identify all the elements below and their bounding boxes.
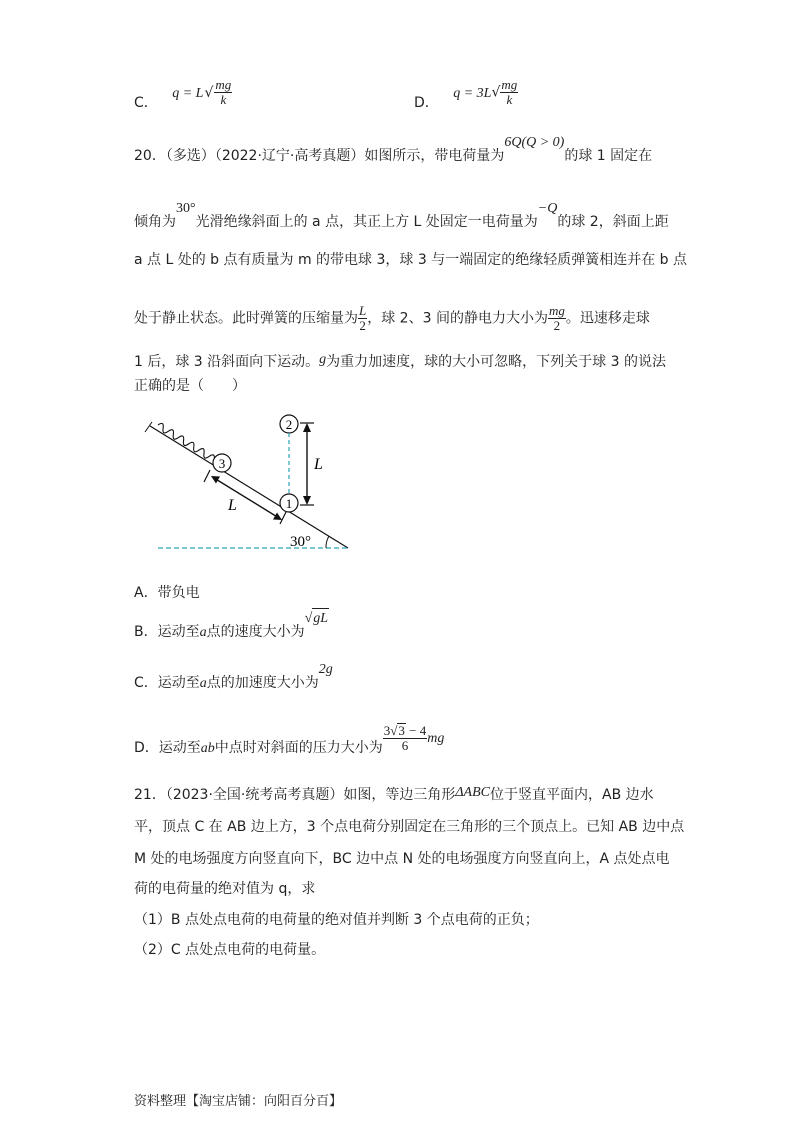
frac-num: mg — [501, 77, 518, 92]
frac-num: mg — [215, 77, 232, 92]
text: 正确的是（ ） — [134, 378, 246, 394]
fraction — [214, 78, 232, 107]
frac-den: 2 — [553, 318, 561, 333]
ball-2-label: 2 — [285, 417, 293, 432]
arrowhead-left-icon — [211, 476, 220, 484]
frac-num: mg — [548, 303, 565, 318]
sqrt-sign: √ — [491, 84, 501, 101]
frac-num: 3√3 − 4 — [383, 723, 427, 738]
text: 点的加速度大小为 — [206, 675, 319, 691]
fraction — [500, 78, 518, 107]
q20-line-5 — [134, 352, 666, 373]
text: （1）B 点处点电荷的电荷量的绝对值并判断 3 个点电荷的正负； — [134, 912, 539, 928]
text: 点的速度大小为 — [206, 624, 305, 640]
text: 1 后，球 3 沿斜面向下运动。 — [134, 354, 320, 370]
frac-den: 6 — [401, 738, 409, 753]
tick — [204, 470, 210, 482]
frac-num: L — [359, 303, 367, 318]
text: M 处的电场强度方向竖直向下，BC 边中点 N 处的电场强度方向竖直向上，A 点处点电 — [134, 851, 670, 867]
q21-line-2 — [134, 817, 684, 837]
q20-line-2 — [134, 201, 669, 233]
text: 为重力加速度，球的大小可忽略，下列关于球 3 的说法 — [326, 354, 666, 370]
text: 处于静止状态。此时弹簧的压缩量为 — [134, 310, 358, 327]
text: 的球 2，斜面上距 — [557, 214, 669, 230]
text: 20．（多选）（2022·辽宁·高考真题）如图所示，带电荷量为 — [134, 148, 505, 164]
q21-line-3 — [134, 849, 670, 869]
math-expr: 30° — [176, 201, 196, 216]
math-expr: 2g — [318, 662, 333, 677]
text: 荷的电荷量的绝对值为 q，求 — [134, 881, 316, 897]
fraction — [548, 304, 566, 333]
q20-line-3 — [134, 250, 687, 270]
sqrt-radicand: gL — [312, 608, 329, 629]
sqrt-expr: √gL — [305, 611, 329, 626]
math-expr: −Q — [537, 201, 558, 216]
sqrt-sign: √ — [204, 84, 214, 101]
option-c-expr: q = L — [172, 85, 204, 101]
text: 中点时对斜面的压力大小为 — [214, 740, 383, 756]
q20-line-1 — [134, 135, 653, 167]
slope-dimension — [214, 478, 279, 518]
text: 倾角为 — [134, 214, 176, 230]
arrowhead-right-icon — [273, 513, 282, 521]
page-footer: 资料整理【淘宝店铺：向阳百分百】 — [134, 1094, 343, 1109]
math-expr: ΔABC — [455, 785, 491, 800]
option-label: C． — [134, 94, 158, 111]
text: D．运动至 — [134, 740, 201, 756]
ball-1-label: 1 — [285, 496, 293, 511]
text: 平，顶点 C 在 AB 边上方，3 个点电荷分别固定在三角形的三个顶点上。已知 AB 边中点 — [134, 819, 685, 835]
incline-surface — [150, 426, 348, 548]
tick — [280, 512, 286, 524]
arrowhead-up-icon — [303, 423, 311, 432]
q20-option-b — [134, 611, 329, 643]
text: 21．（2023·全国·统考高考真题）如图，等边三角形 — [134, 787, 456, 803]
q20-option-c — [134, 662, 333, 694]
num-part: 3 — [383, 723, 391, 738]
q21-line-6 — [134, 940, 325, 960]
angle-arc — [326, 536, 329, 548]
math-var: a — [199, 625, 207, 640]
text: C．运动至 — [134, 675, 200, 691]
option-d-prev — [414, 77, 518, 111]
text: a 点 L 处的 b 点有质量为 m 的带电球 3，球 3 与一端固定的绝缘轻质弹簧相连并在 b 点 — [134, 252, 688, 268]
sqrt-radicand: 3 — [398, 723, 405, 738]
q21-line-5 — [134, 910, 539, 930]
text: ，球 2、3 间的静电力大小为 — [367, 310, 548, 327]
incline-figure — [140, 408, 360, 554]
vertical-length-label: L — [314, 456, 323, 473]
slope-length-label: L — [228, 497, 237, 514]
frac-den: k — [220, 92, 227, 107]
q21-line-1 — [134, 785, 654, 806]
math-expr: g — [319, 352, 327, 367]
frac-den: k — [506, 92, 513, 107]
q21-line-4 — [134, 879, 315, 899]
option-label: D． — [414, 94, 439, 111]
spring — [156, 422, 221, 466]
text: 光滑绝缘斜面上的 a 点，其正上方 L 处固定一电荷量为 — [195, 214, 538, 230]
math-var: a — [199, 676, 207, 691]
math-expr: mg — [427, 731, 445, 746]
q20-line-4 — [134, 304, 650, 333]
text: 位于竖直平面内，AB 边水 — [490, 787, 654, 803]
math-expr: 6Q(Q > 0) — [504, 135, 565, 150]
option-c-prev — [134, 77, 232, 111]
arrowhead-down-icon — [303, 496, 311, 505]
text: （2）C 点处点电荷的电荷量。 — [134, 942, 326, 958]
text: 的球 1 固定在 — [564, 148, 653, 164]
frac-den: 2 — [359, 318, 366, 333]
num-part: − 4 — [405, 723, 427, 738]
option-d-expr: q = 3L — [453, 85, 492, 101]
fraction — [383, 723, 427, 753]
text: A．带负电 — [134, 585, 200, 601]
ball-3-label: 3 — [218, 456, 226, 471]
text: B．运动至 — [134, 624, 200, 640]
q20-line-6 — [134, 376, 246, 396]
fraction — [358, 304, 367, 333]
q20-option-d — [134, 723, 445, 763]
q20-option-a — [134, 583, 200, 603]
angle-label: 30° — [290, 534, 311, 550]
math-var: ab — [200, 741, 215, 756]
text: 。迅速移走球 — [565, 310, 650, 327]
